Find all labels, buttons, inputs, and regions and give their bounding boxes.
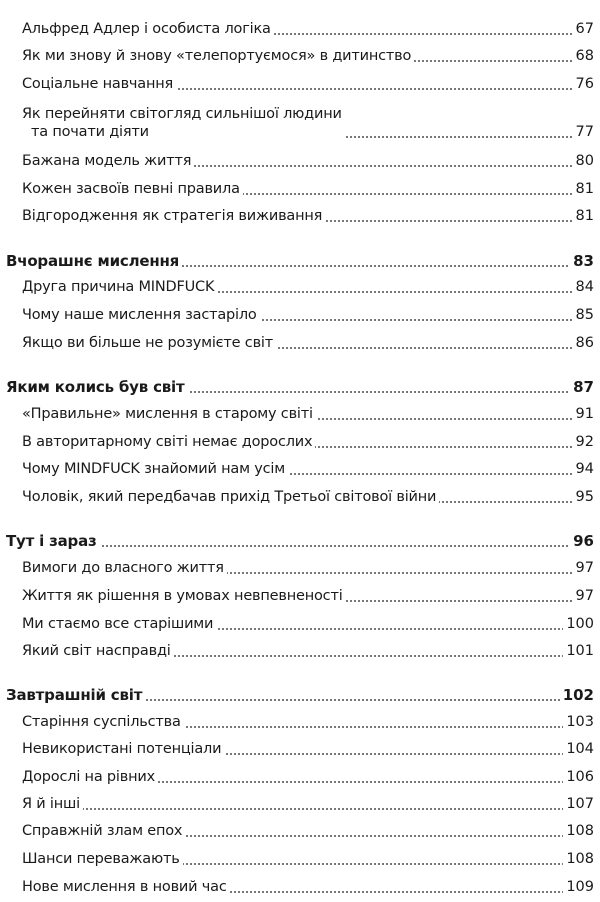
- toc-entry-title: Альфред Адлер і особиста логіка: [22, 20, 274, 38]
- toc-entry: [0, 555, 600, 577]
- toc-entry-page: 77: [573, 123, 594, 141]
- toc-entry-page: 101: [563, 642, 594, 660]
- toc-entry-title: Чому наше мислення застаріло: [22, 306, 260, 324]
- toc-entry-title: Вимоги до власного життя: [22, 559, 227, 577]
- toc-entry-title: Я й інші: [22, 795, 83, 813]
- toc-entry-title: Якщо ви більше не розумієте світ: [22, 334, 276, 352]
- toc-entry-title: [22, 105, 345, 141]
- toc-chapter: [0, 374, 600, 396]
- toc-entry: [0, 818, 600, 840]
- toc-entry-page: 104: [563, 740, 594, 758]
- toc-entry-page: 95: [573, 488, 594, 506]
- toc-entry-title: Ми стаємо все старішими: [22, 615, 216, 633]
- toc-entry: [0, 302, 600, 324]
- toc-entry-title: Як ми знову й знову «телепортуємося» в дитинство: [22, 47, 414, 65]
- toc-entry-title: Який світ насправді: [22, 642, 174, 660]
- toc-chapter: [0, 248, 600, 270]
- toc-chapter-page: 83: [570, 252, 594, 270]
- toc-entry-page: 86: [573, 334, 594, 352]
- toc-entry: [0, 274, 600, 296]
- toc-chapter-page: 96: [570, 532, 594, 550]
- toc-chapter-page: 102: [560, 686, 594, 704]
- toc-entry-title-line2: та почати діяти: [31, 124, 149, 140]
- toc-entry-title: Відгородження як стратегія виживання: [22, 207, 325, 225]
- toc-entry-page: 81: [573, 180, 594, 198]
- toc-entry: [0, 330, 600, 352]
- toc-chapter: [0, 528, 600, 550]
- dot-leader: [22, 808, 572, 810]
- toc-entry-page: 80: [573, 152, 594, 170]
- toc-entry-title: Справжній злам епох: [22, 822, 185, 840]
- toc-entry: [0, 736, 600, 758]
- toc-entry-page: 91: [573, 405, 594, 423]
- toc-entry-title: Невикористані потенціали: [22, 740, 224, 758]
- toc-chapter: [0, 682, 600, 704]
- toc-entry-title: Дорослі на рівних: [22, 768, 158, 786]
- toc-entry: [0, 456, 600, 478]
- toc-entry-title: В авторитарному світі немає дорослих: [22, 433, 315, 451]
- toc-entry-title: «Правильне» мислення в старому світі: [22, 405, 316, 423]
- toc-entry-title: Чоловік, який передбачав прихід Третьої світової війни: [22, 488, 439, 506]
- toc-chapter-title: Вчорашнє мислення: [6, 252, 182, 270]
- toc-entry-page: 67: [573, 20, 594, 38]
- toc-entry-page: 81: [573, 207, 594, 225]
- toc-entry-title: Чому MINDFUCK знайомий нам усім: [22, 460, 288, 478]
- toc-entry: [0, 71, 600, 93]
- toc-entry-title: Бажана модель життя: [22, 152, 194, 170]
- toc-entry-page: 68: [573, 47, 594, 65]
- toc-entry-page: 100: [563, 615, 594, 633]
- toc-chapter-title: Тут і зараз: [6, 532, 100, 550]
- toc-entry: [0, 709, 600, 731]
- toc-entry-title: Друга причина MINDFUCK: [22, 278, 217, 296]
- toc-entry: [0, 148, 600, 170]
- toc-entry-title-line1: Як перейняти світогляд сильнішої людини: [22, 106, 342, 122]
- toc-entry-page: 97: [573, 587, 594, 605]
- toc-entry-page: 108: [563, 822, 594, 840]
- toc-entry: [0, 874, 600, 896]
- toc-entry-page: 103: [563, 713, 594, 731]
- toc-entry-title: Кожен засвоїв певні правила: [22, 180, 243, 198]
- toc-entry: [0, 846, 600, 868]
- toc-entry-page: 109: [563, 878, 594, 896]
- toc-entry: [0, 43, 600, 65]
- toc-chapter-page: 87: [570, 378, 594, 396]
- toc-entry-page: 106: [563, 768, 594, 786]
- toc-entry: [0, 401, 600, 423]
- toc-entry-page: 107: [563, 795, 594, 813]
- toc-chapter-title: Яким колись був світ: [6, 378, 188, 396]
- toc-entry-title: Шанси переважають: [22, 850, 183, 868]
- toc-entry: [0, 429, 600, 451]
- toc-entry-title: Старіння суспільства: [22, 713, 184, 731]
- toc-entry-title: Соціальне навчання: [22, 75, 176, 93]
- toc-entry: [0, 484, 600, 506]
- toc-entry-page: 97: [573, 559, 594, 577]
- toc-entry: [0, 611, 600, 633]
- toc-entry-page: 108: [563, 850, 594, 868]
- toc-entry: [0, 16, 600, 38]
- toc-entry-title: Нове мислення в новий час: [22, 878, 230, 896]
- toc-entry-page: 92: [573, 433, 594, 451]
- toc-chapter-title: Завтрашній світ: [6, 686, 145, 704]
- toc-entry-title: Життя як рішення в умовах невпевненості: [22, 587, 346, 605]
- toc-entry: [0, 764, 600, 786]
- toc-entry-page: 94: [573, 460, 594, 478]
- toc-entry-page: 85: [573, 306, 594, 324]
- toc-entry: [0, 791, 600, 813]
- toc-entry: [0, 638, 600, 660]
- toc-entry-page: 84: [573, 278, 594, 296]
- toc-entry: [0, 583, 600, 605]
- toc-entry: [0, 203, 600, 225]
- toc-entry: [0, 176, 600, 198]
- toc-entry: [0, 101, 600, 141]
- toc-entry-page: 76: [573, 75, 594, 93]
